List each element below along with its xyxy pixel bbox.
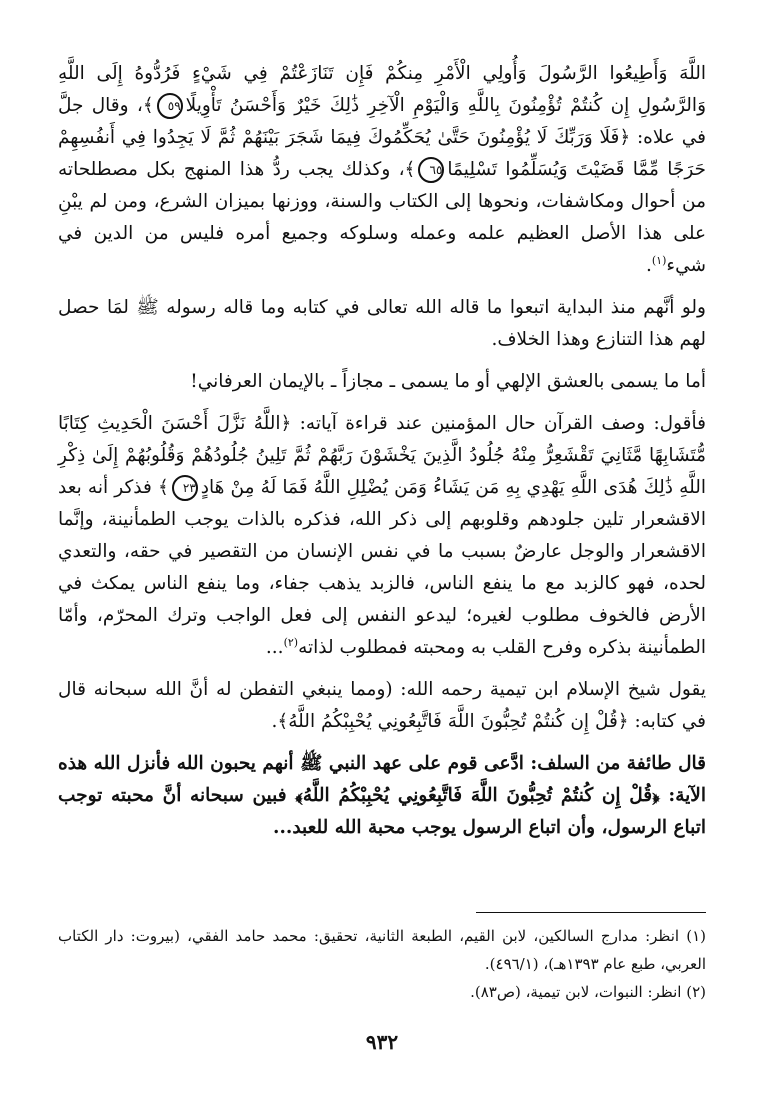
- footnotes: [58, 922, 706, 1006]
- page-number: ٩٣٢: [365, 1030, 399, 1054]
- text-run: يقول شيخ الإسلام ابن تيمية رحمه الله: (ومما ينبغي التفطن له أنَّ الله سبحانه قال في كتابه: ﴿: [58, 679, 706, 732]
- text-run: ﴾، وقال جلَّ في علاه: ﴿: [58, 95, 706, 148]
- paragraph-p6: [58, 748, 706, 844]
- text-run: .: [645, 255, 652, 276]
- ayah-number: ٢٣: [172, 475, 198, 501]
- paragraph-p5: [58, 674, 706, 738]
- text-run: ولو أنَّهم منذ البداية اتبعوا ما قاله الله تعالى في كتابه وما قاله رسوله ﷺ لمَا حصل لهم هذا التنازع وهذا الخلاف.: [58, 297, 706, 350]
- footnote-divider: [476, 912, 706, 913]
- footnote-2: (٢) انظر: النبوات، لابن تيمية، (ص٨٣).: [470, 983, 706, 1001]
- text-run: قال طائفة من السلف: ادَّعى قوم على عهد النبي ﷺ أنهم يحبون الله فأنزل الله هذه الآية: ﴿: [58, 753, 706, 806]
- quran-verse: قُلْ إِن كُنتُمْ تُحِبُّونَ اللَّهَ فَاتَّبِعُونِي يُحْبِبْكُمُ اللَّهُ: [302, 785, 653, 806]
- main-text: [58, 58, 706, 844]
- text-run: ﴾، وكذلك يجب ردُّ هذا المنهج بكل مصطلحاته من أحوال ومكاشفات، ونحوها إلى الكتاب والسنة، ووزنها بميزان الشرع، ومن لم يبْنِ على هذا الأصل العظيم علمه وعمله وسلوكه وجميع أمره فليس من الدين في شيء: [58, 159, 706, 276]
- ayah-number: ٥٩: [157, 93, 183, 119]
- footnote-marker: (١): [651, 253, 667, 267]
- paragraph-p1: [58, 58, 706, 282]
- paragraph-p2: [58, 292, 706, 356]
- paragraph-p3: [58, 366, 706, 398]
- text-run: ...: [265, 637, 284, 658]
- paragraph-p4: [58, 408, 706, 664]
- text-run: ﴾ فذكر أنه بعد الاقشعرار تلين جلودهم وقلوبهم إلى ذكر الله، فذكره بالذات يوجب الطمأنينة، وإنَّما الاقشعرار والوجل عارضٌ بسبب ما في نفس الإنسان من التقصير في حقه، والتعدي لحده، فهو كالزبد مع ما ينفع الناس، فالزبد يذهب جفاء، وما ينفع الناس يمكث في الأرض فالخوف مطلوب لغيره؛ ليدعو النفس إلى فعل الواجب وترك المحرّم، وأمّا الطمأنينة بذكره وفرح القلب به ومحبته فمطلوب لذاته: [58, 477, 706, 658]
- ayah-number: ٦٥: [418, 157, 444, 183]
- text-run: ﴾.: [271, 711, 289, 732]
- text-run: ﴾ فبين سبحانه أنَّ محبته توجب اتباع الرسول، وأن اتباع الرسول يوجب محبة الله للعبد...: [58, 785, 706, 838]
- text-run: أما ما يسمى بالعشق الإلهي أو ما يسمى ـ مجازاً ـ بالإيمان العرفاني!: [190, 371, 706, 392]
- footnote-1: (١) انظر: مدارج السالكين، لابن القيم، الطبعة الثانية، تحقيق: محمد حامد الفقي، (بيروت: دار الكتاب العربي، طبع عام ١٣٩٣هـ)، (٤٩٦/١).: [58, 927, 706, 973]
- quran-verse: فَلَا وَرَبِّكَ لَا يُؤْمِنُونَ حَتَّىٰ يُحَكِّمُوكَ فِيمَا شَجَرَ بَيْنَهُمْ ثُمَّ لَا يَجِدُوا فِي أَنفُسِهِمْ حَرَجًا مِّمَّا قَضَيْتَ وَيُسَلِّمُوا تَسْلِيمًا: [58, 127, 706, 180]
- quran-verse: قُلْ إِن كُنتُمْ تُحِبُّونَ اللَّهَ فَاتَّبِعُونِي يُحْبِبْكُمُ اللَّهُ: [288, 711, 618, 732]
- quran-verse: اللَّهُ نَزَّلَ أَحْسَنَ الْحَدِيثِ كِتَابًا مُّتَشَابِهًا مَّثَانِيَ تَقْشَعِرُّ مِنْهُ جُلُودُ الَّذِينَ يَخْشَوْنَ رَبَّهُمْ ثُمَّ تَلِينُ جُلُودُهُمْ وَقُلُوبُهُمْ إِلَىٰ ذِكْرِ اللَّهِ ذَٰلِكَ هُدَى اللَّهِ يَهْدِي بِهِ مَن يَشَاءُ وَمَن يُضْلِلِ اللَّهُ فَمَا لَهُ مِنْ هَادٍ: [58, 413, 706, 498]
- text-run: فأقول: وصف القرآن حال المؤمنين عند قراءة آياته: ﴿: [280, 413, 706, 434]
- quran-verse: اللَّهَ وَأَطِيعُوا الرَّسُولَ وَأُولِي الْأَمْرِ مِنكُمْ فَإِن تَنَازَعْتُمْ فِي شَيْءٍ فَرُدُّوهُ إِلَى اللَّهِ وَالرَّسُولِ إِن كُنتُمْ تُؤْمِنُونَ بِاللَّهِ وَالْيَوْمِ الْآخِرِ ذَٰلِكَ خَيْرٌ وَأَحْسَنُ تَأْوِيلًا: [58, 63, 707, 116]
- footnote-marker: (٢): [283, 635, 299, 649]
